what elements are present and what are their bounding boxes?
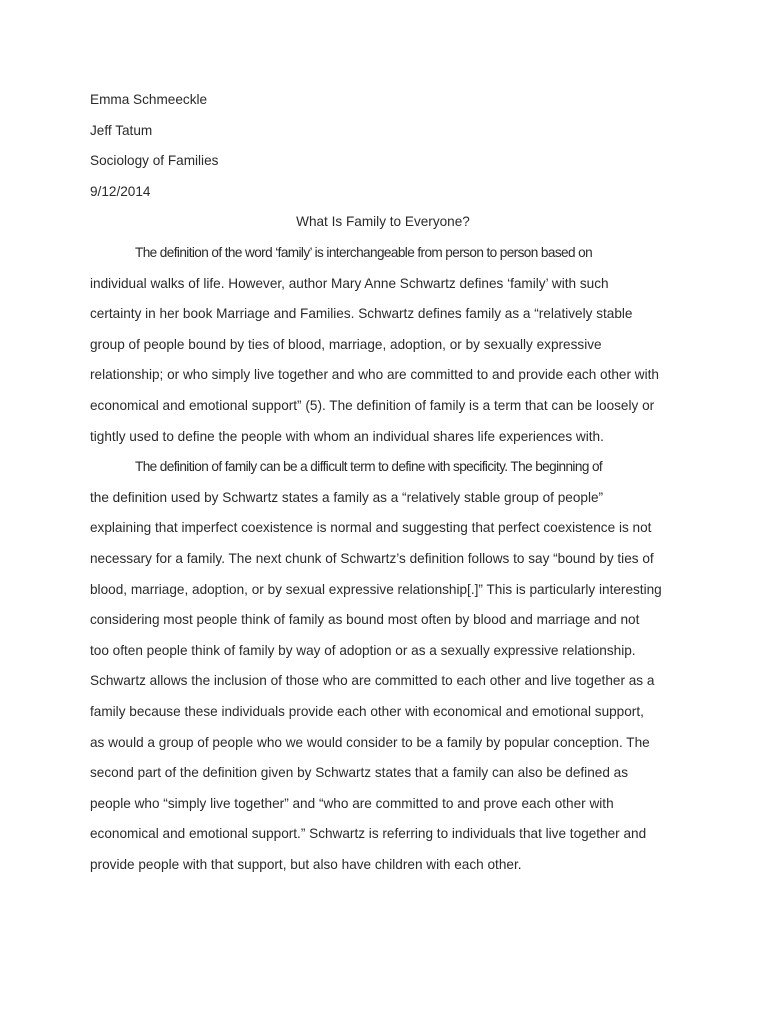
- body-line: tightly used to define the people with whom an individual shares life experiences with.: [90, 428, 604, 444]
- body-line: necessary for a family. The next chunk of Schwartz’s definition follows to say “bound by ties of: [90, 550, 654, 566]
- body-line: economical and emotional support.” Schwartz is referring to individuals that live together and: [90, 826, 647, 842]
- body-line: relationship; or who simply live together and who are committed to and provide each other with: [90, 367, 659, 383]
- essay-date: 9/12/2014: [90, 183, 151, 199]
- body-line: group of people bound by ties of blood, marriage, adoption, or by sexually expressive: [90, 336, 602, 352]
- body-line: people who “simply live together” and “who are committed to and prove each other with: [90, 795, 614, 811]
- instructor-name: Jeff Tatum: [90, 122, 153, 138]
- body-line: family because these individuals provide each other with economical and emotional support,: [90, 703, 644, 719]
- body-line: explaining that imperfect coexistence is normal and suggesting that perfect coexistence is not: [90, 520, 652, 536]
- essay-title: What Is Family to Everyone?: [296, 214, 470, 229]
- body-line: economical and emotional support” (5). The definition of family is a term that can be loosely or: [90, 397, 655, 413]
- body-line: provide people with that support, but also have children with each other.: [90, 856, 522, 872]
- body-line: too often people think of family by way of adoption or as a sexually expressive relationship.: [90, 642, 636, 658]
- body-line: Schwartz allows the inclusion of those who are committed to each other and live together as a: [90, 673, 655, 689]
- course-name: Sociology of Families: [90, 153, 219, 169]
- body-line: individual walks of life. However, author Mary Anne Schwartz defines ‘family’ with such: [90, 275, 609, 291]
- body-line: second part of the definition given by Schwartz states that a family can also be defined as: [90, 765, 629, 781]
- body-line: blood, marriage, adoption, or by sexual expressive relationship[.]” This is particularly interesting: [90, 581, 662, 597]
- essay-body: [90, 238, 677, 880]
- paragraph-2: [90, 452, 677, 880]
- body-line: certainty in her book Marriage and Families. Schwartz defines family as a “relatively stable: [90, 306, 633, 322]
- student-name: Emma Schmeeckle: [90, 92, 208, 107]
- body-line: The definition of the word ‘family’ is interchangeable from person to person based on: [135, 245, 593, 260]
- body-line: the definition used by Schwartz states a family as a “relatively stable group of people”: [90, 489, 604, 505]
- body-line: considering most people think of family as bound most often by blood and marriage and not: [90, 612, 640, 628]
- paragraph-1: [90, 238, 677, 452]
- body-line: as would a group of people who we would consider to be a family by popular conception. The: [90, 734, 650, 750]
- body-line: The definition of family can be a difficult term to define with specificity. The beginning of: [135, 459, 603, 475]
